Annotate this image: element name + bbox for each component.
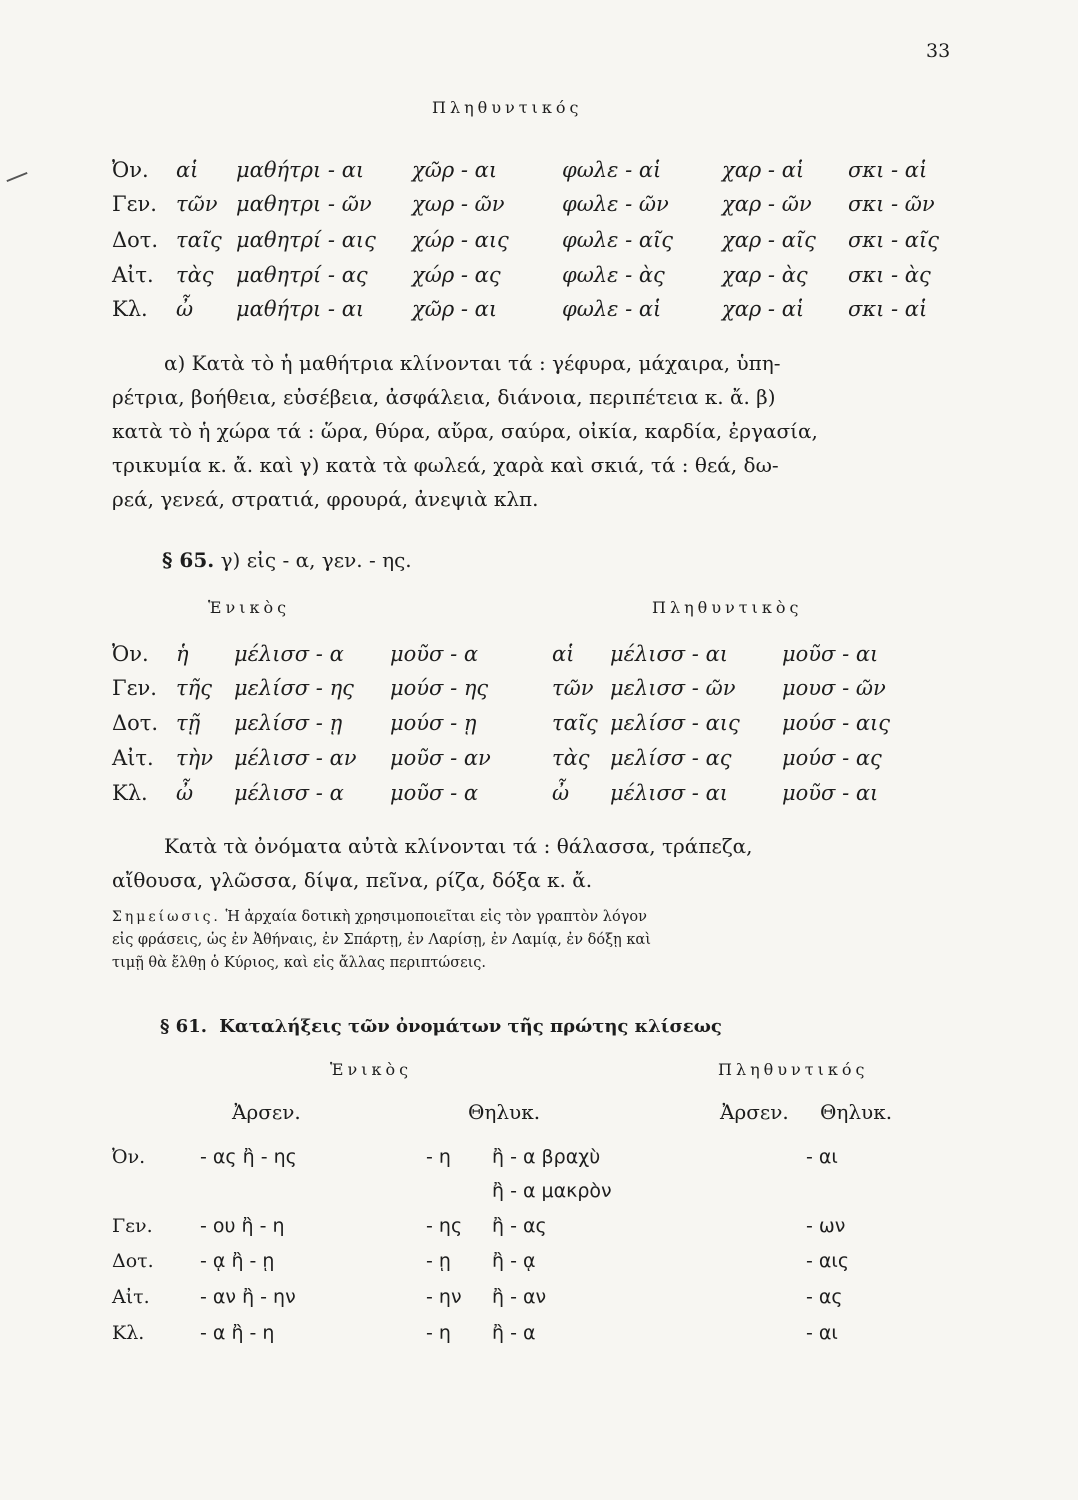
section-text: γ) εἰς - α, γεν. - ης.	[220, 548, 412, 572]
case-label: Γεν.	[112, 676, 157, 700]
table-row	[0, 192, 1078, 226]
article: ἡ	[176, 642, 189, 666]
case-label: Δοτ.	[112, 228, 159, 252]
masculine-plural-header: Ἀρσεν.	[720, 1100, 789, 1124]
table-row	[0, 1322, 1078, 1356]
cell: μαθήτρι - αι	[236, 158, 365, 182]
case-label: Δοτ.	[112, 711, 159, 735]
cell: - ᾳ ἢ - ῃ	[200, 1250, 275, 1272]
section-number: § 61.	[160, 1016, 207, 1037]
table-row	[0, 297, 1078, 331]
cell: μέλισσ - α	[234, 642, 344, 666]
plural-header: Πληθυντικὸς	[652, 598, 803, 617]
note-block	[112, 906, 952, 975]
cell: μοῦσ - αι	[782, 642, 879, 666]
case-label: Αἰτ.	[112, 746, 154, 770]
cell: σκι - αἱ	[848, 297, 928, 321]
plural-header: Πληθυντικός	[718, 1060, 869, 1079]
cell: μελισσ - ῶν	[610, 676, 736, 700]
cell: ἢ - α βραχὺ	[492, 1146, 601, 1168]
cell: χώρ - αις	[412, 228, 509, 252]
table-row	[0, 1180, 1078, 1214]
case-label: Αἰτ.	[112, 1286, 150, 1308]
section-65-heading	[162, 548, 412, 572]
case-label: Ὀν.	[112, 1146, 146, 1168]
text-line: τρικυμία κ. ἄ. καὶ γ) κατὰ τὰ φωλεά, χαρὰ καὶ σκιά, τά : θεά, δω-	[112, 453, 779, 477]
article: ὦ	[176, 781, 194, 805]
feminine-header: Θηλυκ.	[468, 1100, 541, 1124]
cell: χώρ - ας	[412, 263, 501, 287]
note-line: εἰς φράσεις, ὡς ἐν Ἀθήναις, ἐν Σπάρτῃ, ἐν Λαρίσῃ, ἐν Λαμίᾳ, ἐν δόξῃ καὶ	[112, 932, 651, 948]
cell: μέλισσ - α	[234, 781, 344, 805]
cell: ἢ - ᾳ	[492, 1250, 536, 1272]
case-label: Δοτ.	[112, 1250, 154, 1272]
article: ὦ	[176, 297, 194, 321]
plural-header: Πληθυντικός	[432, 98, 583, 117]
cell: μοῦσ - α	[390, 642, 479, 666]
case-label: Κλ.	[112, 781, 148, 805]
cell: μούσ - αις	[782, 711, 891, 735]
cell: - ου ἢ - η	[200, 1215, 285, 1237]
table-row	[0, 781, 1078, 815]
cell: μελίσσ - αις	[610, 711, 740, 735]
cell: μελίσσ - ης	[234, 676, 354, 700]
article: τῇ	[176, 711, 201, 735]
cell: μέλισσ - αν	[234, 746, 357, 770]
cell: μελίσσ - ῃ	[234, 711, 343, 735]
cell: μαθητρι - ῶν	[236, 192, 372, 216]
table-row	[0, 642, 1078, 676]
paragraph-examples	[112, 346, 952, 516]
text-line: αἴθουσα, γλῶσσα, δίψα, πεῖνα, ρίζα, δόξα κ. ἄ.	[112, 868, 593, 892]
cell: - ων	[806, 1215, 846, 1237]
singular-header: Ἑνικὸς	[330, 1060, 413, 1079]
cell: μαθητρί - ας	[236, 263, 368, 287]
table-row	[0, 746, 1078, 780]
cell: ἢ - α	[492, 1322, 536, 1344]
feminine-plural-header: Θηλυκ.	[820, 1100, 893, 1124]
note-line: τιμῇ θὰ ἔλθῃ ὁ Κύριος, καὶ εἰς ἄλλας περιπτώσεις.	[112, 955, 487, 971]
cell: - η	[426, 1146, 451, 1168]
table-row	[0, 711, 1078, 745]
table-row	[0, 1250, 1078, 1284]
cell: μούσ - ας	[782, 746, 882, 770]
masculine-header: Ἀρσεν.	[232, 1100, 301, 1124]
cell: σκι - ῶν	[848, 192, 935, 216]
note-text: Ἡ ἀρχαία δοτικὴ χρησιμοποιεῖται εἰς τὸν γραπτὸν λόγον	[225, 909, 647, 925]
cell: σκι - αῖς	[848, 228, 939, 252]
cell: σκι - αἱ	[848, 158, 928, 182]
article: αἱ	[552, 642, 575, 666]
cell: χαρ - αἱ	[722, 297, 805, 321]
cell: χωρ - ῶν	[412, 192, 505, 216]
cell: ἢ - α μακρὸν	[492, 1180, 612, 1202]
table-row	[0, 1215, 1078, 1249]
table-row	[0, 158, 1078, 192]
cell: ἢ - αν	[492, 1286, 547, 1308]
cell: μαθήτρι - αι	[236, 297, 365, 321]
case-label: Ὀν.	[112, 158, 149, 182]
section-title: Καταλήξεις τῶν ὀνομάτων τῆς πρώτης κλίσεως	[219, 1016, 722, 1037]
case-label: Κλ.	[112, 297, 148, 321]
text-line: Κατὰ τὰ ὀνόματα αὐτὰ κλίνονται τά : θάλασσα, τράπεζα,	[164, 834, 753, 858]
cell: φωλε - ῶν	[562, 192, 669, 216]
cell: φωλε - ὰς	[562, 263, 665, 287]
case-label: Γεν.	[112, 192, 157, 216]
table-row	[0, 1286, 1078, 1320]
article: ὦ	[552, 781, 570, 805]
cell: σκι - ὰς	[848, 263, 931, 287]
cell: φωλε - αῖς	[562, 228, 674, 252]
cell: μελίσσ - ας	[610, 746, 732, 770]
case-label: Ὀν.	[112, 642, 149, 666]
cell: μοῦσ - α	[390, 781, 479, 805]
page-number: 33	[926, 40, 951, 62]
cell: μουσ - ῶν	[782, 676, 886, 700]
paragraph-same-declension	[112, 829, 952, 897]
cell: - ας ἢ - ης	[200, 1146, 297, 1168]
cell: ἢ - ας	[492, 1215, 547, 1237]
cell: - η	[426, 1322, 451, 1344]
cell: μοῦσ - αν	[390, 746, 491, 770]
cell: μέλισσ - αι	[610, 781, 728, 805]
table-row	[0, 228, 1078, 262]
text-line: κατὰ τὸ ἡ χώρα τά : ὥρα, θύρα, αὔρα, σαύρα, οἰκία, καρδία, ἐργασία,	[112, 419, 818, 443]
cell: - αι	[806, 1322, 838, 1344]
cell: - α ἢ - η	[200, 1322, 275, 1344]
cell: - αις	[806, 1250, 850, 1272]
cell: - ῃ	[426, 1250, 451, 1272]
case-label: Κλ.	[112, 1322, 145, 1344]
cell: - ην	[426, 1286, 462, 1308]
cell: - ης	[426, 1215, 463, 1237]
article: τῶν	[552, 676, 594, 700]
case-label: Γεν.	[112, 1215, 153, 1237]
cell: - αι	[806, 1146, 838, 1168]
article: τὰς	[176, 263, 214, 287]
cell: χαρ - ὰς	[722, 263, 808, 287]
text-line: α) Κατὰ τὸ ἡ μαθήτρια κλίνονται τά : γέφυρα, μάχαιρα, ὑπη-	[164, 351, 781, 375]
table-row	[0, 1146, 1078, 1180]
note-label: Σημείωσις.	[112, 909, 221, 925]
cell: χαρ - ῶν	[722, 192, 812, 216]
article: ταῖς	[552, 711, 598, 735]
cell: - ας	[806, 1286, 843, 1308]
cell: μούσ - ῃ	[390, 711, 477, 735]
article: αἱ	[176, 158, 199, 182]
article: ταῖς	[176, 228, 222, 252]
note-line	[112, 906, 952, 929]
text-line: ρεά, γενεά, στρατιά, φρουρά, ἀνεψιὰ κλπ.	[112, 487, 539, 511]
article: τῆς	[176, 676, 212, 700]
cell: - αν ἢ - ην	[200, 1286, 296, 1308]
article: τὴν	[176, 746, 213, 770]
article: τῶν	[176, 192, 218, 216]
cell: φωλε - αἱ	[562, 158, 662, 182]
cell: χῶρ - αι	[412, 158, 498, 182]
cell: μαθητρί - αις	[236, 228, 376, 252]
cell: χαρ - αῖς	[722, 228, 816, 252]
cell: χῶρ - αι	[412, 297, 498, 321]
case-label: Αἰτ.	[112, 263, 154, 287]
cell: χαρ - αἱ	[722, 158, 805, 182]
cell: μέλισσ - αι	[610, 642, 728, 666]
article: τὰς	[552, 746, 590, 770]
table-row	[0, 263, 1078, 297]
singular-header: Ἑνικὸς	[208, 598, 291, 617]
cell: μούσ - ης	[390, 676, 489, 700]
table-row	[0, 676, 1078, 710]
section-61-heading	[160, 1016, 722, 1037]
section-number: § 65.	[162, 548, 215, 572]
text-line: ρέτρια, βοήθεια, εὐσέβεια, ἀσφάλεια, διάνοια, περιπέτεια κ. ἄ. β)	[112, 385, 776, 409]
cell: μοῦσ - αι	[782, 781, 879, 805]
cell: φωλε - αἱ	[562, 297, 662, 321]
